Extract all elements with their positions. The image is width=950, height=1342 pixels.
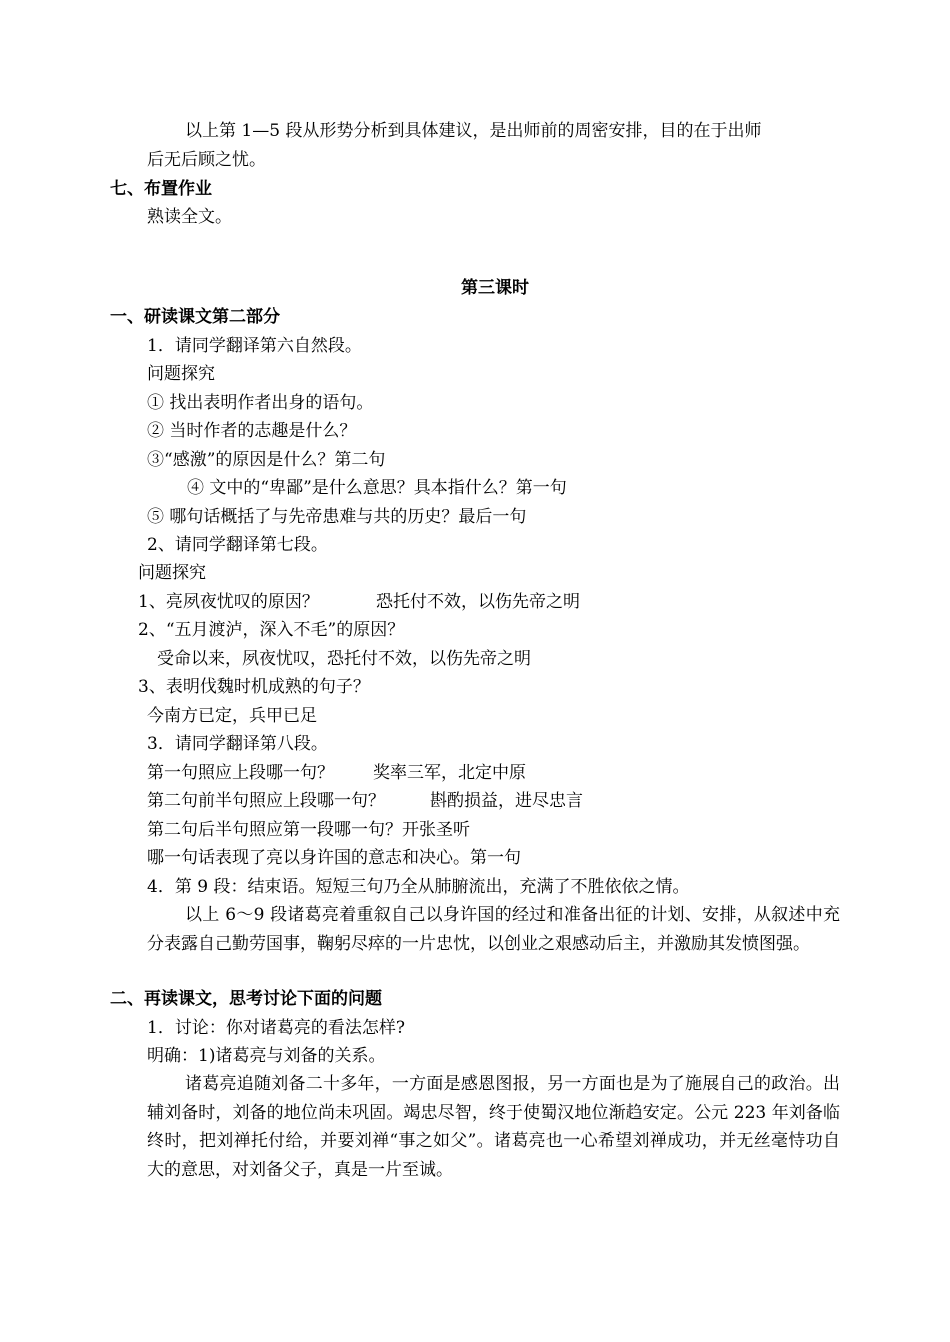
summary-line-1: 以上第 1—5 段从形势分析到具体建议，是出师前的周密安排，目的在于出师	[185, 121, 762, 141]
part-1-item-3: 3．请同学翻译第八段。	[147, 734, 328, 754]
part-1-item-4: 4．第 9 段：结束语。短短三句乃全从肺腑流出，充满了不胜依依之情。	[147, 877, 690, 897]
inquiry-label-1: 问题探究	[147, 364, 215, 384]
para8-question-3: 第二句后半句照应第一段哪一句？开张圣听	[147, 820, 470, 840]
part-1-summary: 以上 6～9 段诸葛亮着重叙自己以身许国的经过和准备出征的计划、安排，从叙述中充分表露自己勤劳国事，鞠躬尽瘁的一片忠忱，以创业之艰感动后主，并激励其发愤图强。	[147, 905, 840, 954]
para7-question-1: 1、亮夙夜忧叹的原因？	[138, 592, 319, 612]
question-5: ⑤ 哪句话概括了与先帝患难与共的历史？最后一句	[147, 507, 527, 527]
question-4: ④ 文中的“卑鄙”是什么意思？具本指什么？第一句	[187, 478, 567, 498]
part-1-item-2: 2、请同学翻译第七段。	[147, 535, 328, 555]
homework-text: 熟读全文。	[147, 207, 232, 227]
part-1-heading: 一、研读课文第二部分	[110, 307, 280, 327]
para7-answer-1: 恐托付不效，以伤先帝之明	[376, 592, 580, 612]
relationship-paragraph: 诸葛亮追随刘备二十多年，一方面是感恩图报，另一方面也是为了施展自己的政治。出辅刘备时，刘备的地位尚未巩固。竭忠尽智，终于使蜀汉地位渐趋安定。公元 223 年刘备临终时，把刘禅托付给，并要刘禅“事之如父”。诸葛亮也一心希望刘禅成功，并无丝毫恃功自大的意思，对刘备父子，真是一片至诚。	[147, 1074, 840, 1180]
summary-line-2: 后无后顾之忧。	[147, 150, 266, 170]
para8-question-4: 哪一句话表现了亮以身许国的意志和决心。第一句	[147, 848, 521, 868]
para8-answer-1: 奖率三军，北定中原	[373, 763, 526, 783]
part-1-item-1: 1．请同学翻译第六自然段。	[147, 336, 362, 356]
inquiry-label-2: 问题探究	[138, 563, 206, 583]
para7-question-3: 3、表明伐魏时机成熟的句子？	[138, 677, 370, 697]
lesson-title: 第三课时	[461, 278, 529, 298]
part-2-item-1: 1．讨论：你对诸葛亮的看法怎样?	[147, 1018, 405, 1038]
para7-question-2: 2、“五月渡泸，深入不毛”的原因？	[138, 620, 405, 640]
question-3: ③“感激”的原因是什么？第二句	[147, 450, 386, 470]
question-1: ① 找出表明作者出身的语句。	[147, 393, 374, 413]
clarify-line: 明确：1)诸葛亮与刘备的关系。	[147, 1046, 386, 1066]
para7-answer-2: 受命以来，夙夜忧叹，恐托付不效，以伤先帝之明	[157, 649, 531, 669]
para8-question-2: 第二句前半句照应上段哪一句？	[147, 791, 385, 811]
para8-answer-2: 斟酌损益，进尽忠言	[430, 791, 583, 811]
section-7-heading: 七、布置作业	[110, 179, 212, 199]
para8-question-1: 第一句照应上段哪一句？	[147, 763, 334, 783]
question-2: ② 当时作者的志趣是什么？	[147, 421, 357, 441]
part-2-heading: 二、再读课文，思考讨论下面的问题	[110, 989, 382, 1009]
para7-answer-3: 今南方已定，兵甲已足	[147, 706, 317, 726]
